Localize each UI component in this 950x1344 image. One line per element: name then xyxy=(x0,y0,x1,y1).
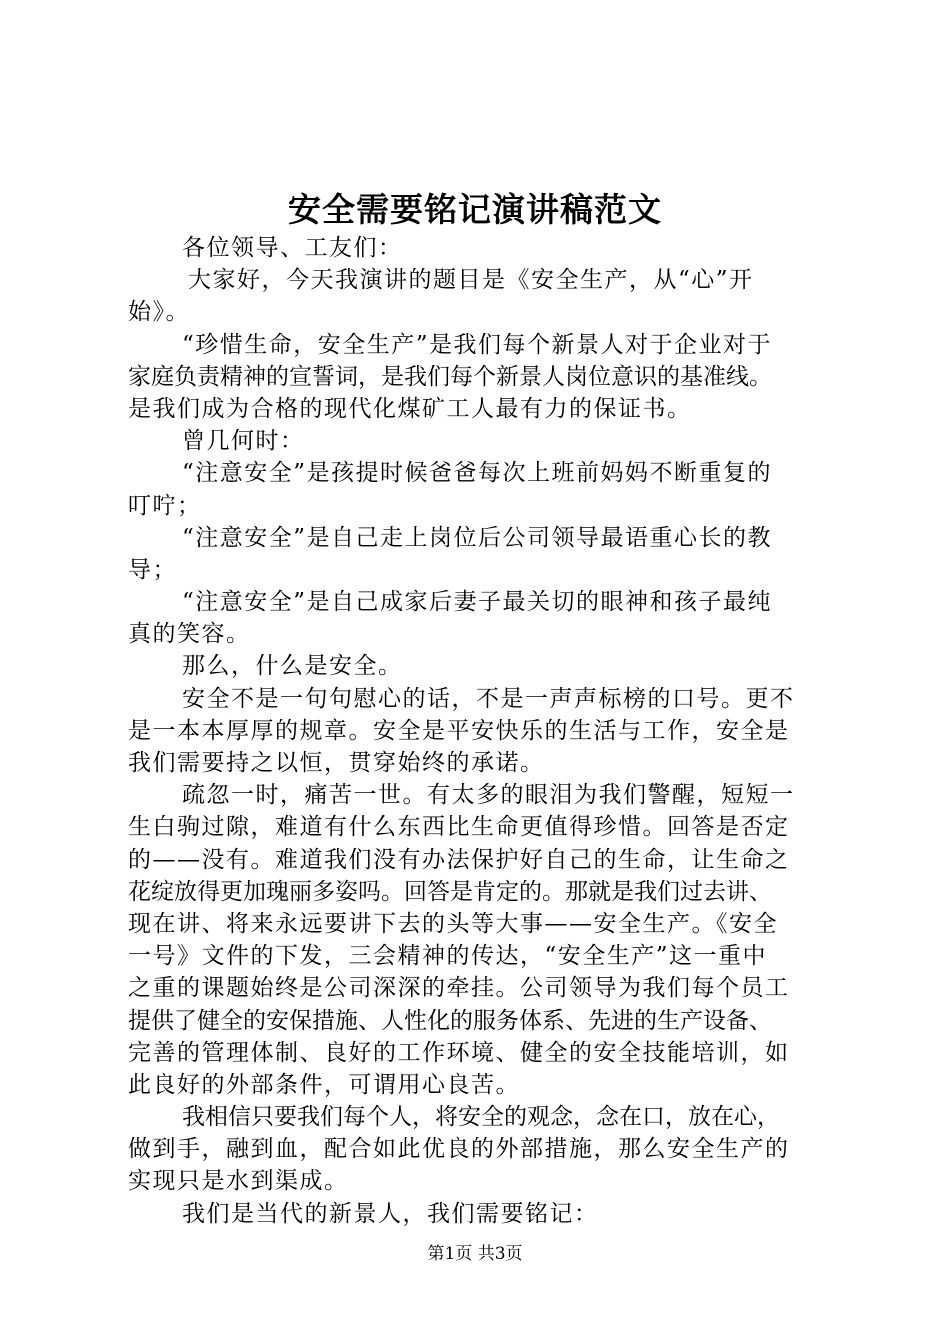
paragraph-line: 生白驹过隙，难道有什么东西比生命更值得珍惜。回答是否定 xyxy=(128,814,790,841)
paragraph-line: “珍惜生命，安全生产”是我们每个新景人对于企业对于 xyxy=(182,331,773,358)
paragraph-line: 家庭负责精神的宣誓词，是我们每个新景人岗位意识的基准线。 xyxy=(128,363,772,390)
paragraph-line: “注意安全”是孩提时候爸爸每次上班前妈妈不断重复的 xyxy=(182,460,773,487)
paragraph-line: 花绽放得更加瑰丽多姿吗。回答是肯定的。那就是我们过去讲、 xyxy=(128,878,772,905)
paragraph-line: 那么，什么是安全。 xyxy=(182,653,403,680)
paragraph-line: 的——没有。难道我们没有办法保护好自己的生命，让生命之 xyxy=(128,846,790,873)
paragraph-line: 我相信只要我们每个人，将安全的观念，念在口，放在心， xyxy=(182,1104,780,1131)
paragraph-line: 叮咛； xyxy=(128,492,202,519)
paragraph-line: “注意安全”是自己走上岗位后公司领导最语重心长的教 xyxy=(182,524,773,551)
document-title: 安全需要铭记演讲稿范文 xyxy=(288,190,662,229)
paragraph-line: 导； xyxy=(128,556,177,583)
paragraph-line: 我们需要持之以恒，贯穿始终的承诺。 xyxy=(128,750,545,776)
paragraph-line: 真的笑容。 xyxy=(128,621,251,648)
paragraph-line: 做到手，融到血，配合如此优良的外部措施，那么安全生产的 xyxy=(128,1136,790,1163)
paragraph-line: 提供了健全的安保措施、人性化的服务体系、先进的生产设备、 xyxy=(128,1007,772,1034)
paragraph-line: 各位领导、工友们： xyxy=(182,235,403,261)
paragraph-line: 我们是当代的新景人，我们需要铭记： xyxy=(182,1200,599,1227)
paragraph-line: 一号》文件的下发，三会精神的传达，“安全生产”这一重中 xyxy=(128,943,768,970)
paragraph-line: 是一本本厚厚的规章。安全是平安快乐的生活与工作，安全是 xyxy=(128,717,790,744)
paragraph-line: 现在讲、将来永远要讲下去的头等大事——安全生产。《安全 xyxy=(128,910,778,937)
paragraph-line: 之重的课题始终是公司深深的牵挂。公司领导为我们每个员工 xyxy=(128,975,790,1002)
page-footer: 第1页 共3页 xyxy=(427,1244,523,1264)
paragraph-line: “注意安全”是自己成家后妻子最关切的眼神和孩子最纯 xyxy=(182,589,773,616)
paragraph-line: 实现只是水到渠成。 xyxy=(128,1168,349,1195)
paragraph-line: 此良好的外部条件，可谓用心良苦。 xyxy=(128,1071,520,1098)
paragraph-line: 曾几何时： xyxy=(182,428,305,455)
paragraph-line: 大家好，今天我演讲的题目是《安全生产，从“心”开 xyxy=(188,267,754,294)
paragraph-line: 始》。 xyxy=(128,299,190,326)
document-body xyxy=(128,232,840,1230)
paragraph-line: 疏忽一时，痛苦一世。有太多的眼泪为我们警醒，短短一 xyxy=(182,782,795,809)
paragraph-line: 是我们成为合格的现代化煤矿工人最有力的保证书。 xyxy=(128,395,692,422)
paragraph-line: 完善的管理体制、良好的工作环境、健全的安全技能培训，如 xyxy=(128,1039,790,1066)
paragraph-line: 安全不是一句句慰心的话，不是一声声标榜的口号。更不 xyxy=(182,685,795,712)
